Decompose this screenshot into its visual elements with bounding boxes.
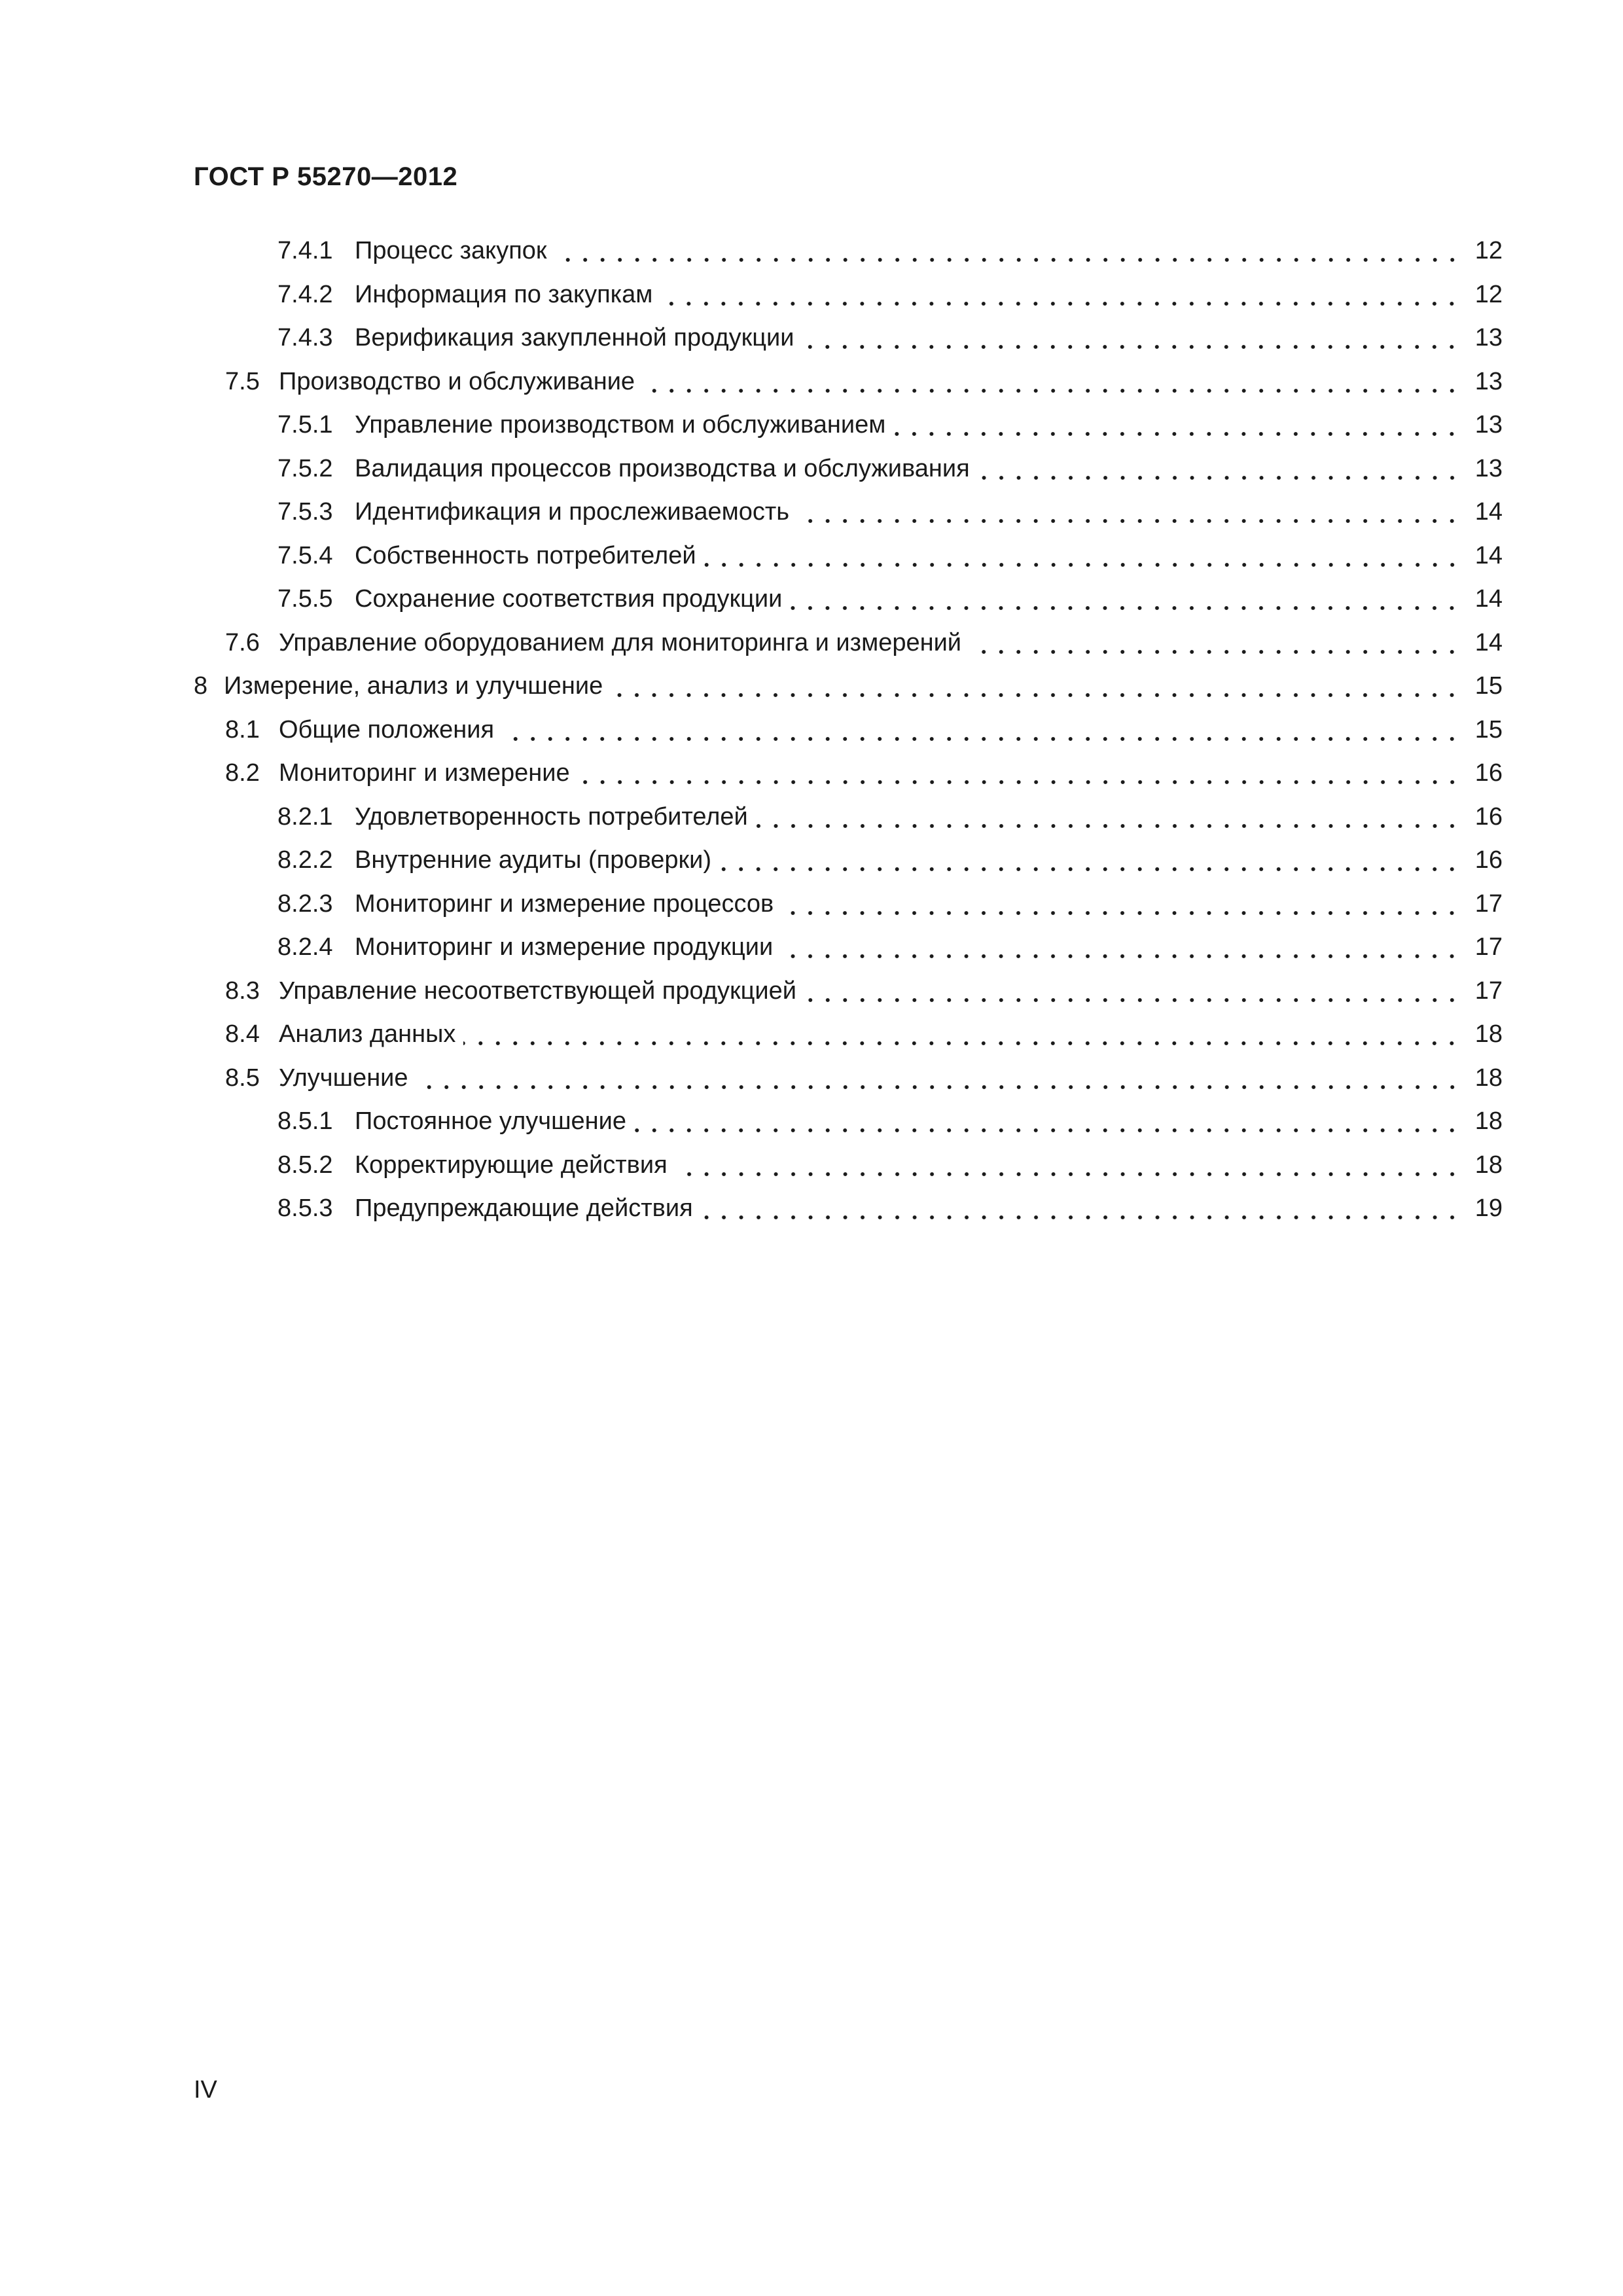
toc-entry-number: 7.5.5 <box>277 585 333 613</box>
toc-entry-title: Внутренние аудиты (проверки) <box>355 846 712 874</box>
toc-entry[interactable] <box>194 490 1503 534</box>
toc-entry-page: 18 <box>1474 1151 1503 1179</box>
toc-entry-title: Мониторинг и измерение продукции <box>355 933 774 961</box>
toc-entry-title: Предупреждающие действия <box>355 1194 693 1223</box>
dot-leader <box>675 1150 1461 1180</box>
toc-entry-page: 18 <box>1474 1107 1503 1136</box>
dot-leader <box>502 715 1461 745</box>
document-header: ГОСТ Р 55270—2012 <box>194 162 458 191</box>
toc-entry-page: 12 <box>1474 237 1503 265</box>
toc-entry[interactable] <box>194 795 1503 839</box>
dot-leader <box>804 976 1461 1006</box>
toc-entry-title: Управление несоответствующей продукцией <box>279 977 796 1005</box>
toc-entry-number: 8.2.4 <box>277 933 333 961</box>
toc-entry[interactable] <box>194 925 1503 969</box>
toc-entry[interactable] <box>194 1143 1503 1187</box>
toc-entry-number: 8.5.2 <box>277 1151 333 1179</box>
dot-leader <box>704 541 1461 571</box>
toc-entry[interactable] <box>194 577 1503 621</box>
toc-entry-number: 8 <box>194 672 208 700</box>
toc-entry-page: 13 <box>1474 411 1503 439</box>
toc-entry[interactable] <box>194 1056 1503 1100</box>
toc-entry[interactable] <box>194 664 1503 708</box>
toc-entry[interactable] <box>194 1100 1503 1143</box>
dot-leader <box>781 932 1461 962</box>
toc-entry[interactable] <box>194 316 1503 360</box>
page-number: IV <box>194 2076 217 2104</box>
toc-entry-number: 8.5.1 <box>277 1107 333 1136</box>
dot-leader <box>701 1193 1461 1223</box>
toc-entry-number: 8.2.2 <box>277 846 333 874</box>
toc-entry-page: 16 <box>1474 846 1503 874</box>
toc-entry-number: 8.2.3 <box>277 889 333 918</box>
dot-leader <box>802 323 1461 353</box>
dot-leader <box>578 758 1461 788</box>
toc-entry[interactable] <box>194 708 1503 752</box>
toc-entry-title: Информация по закупкам <box>355 280 653 308</box>
toc-entry-number: 7.4.1 <box>277 237 333 265</box>
table-of-contents <box>194 229 1503 1230</box>
dot-leader <box>463 1019 1461 1049</box>
toc-entry-title: Мониторинг и измерение процессов <box>355 889 774 918</box>
toc-entry-page: 13 <box>1474 367 1503 395</box>
dot-leader <box>643 367 1461 397</box>
toc-entry-page: 17 <box>1474 889 1503 918</box>
toc-entry-number: 7.5.2 <box>277 454 333 482</box>
toc-entry-number: 7.5 <box>225 367 260 395</box>
toc-entry-number: 8.2 <box>225 759 260 787</box>
toc-entry-page: 18 <box>1474 1020 1503 1049</box>
toc-entry[interactable] <box>194 621 1503 665</box>
dot-leader <box>790 584 1461 614</box>
toc-entry-page: 15 <box>1474 715 1503 744</box>
dot-leader <box>634 1106 1461 1136</box>
toc-entry-title: Собственность потребителей <box>355 541 696 569</box>
toc-entry-title: Сохранение соответствия продукции <box>355 585 783 613</box>
dot-leader <box>416 1063 1461 1093</box>
toc-entry-page: 14 <box>1474 498 1503 526</box>
toc-entry-title: Улучшение <box>279 1064 408 1092</box>
toc-entry[interactable] <box>194 969 1503 1013</box>
toc-entry-title: Производство и обслуживание <box>279 367 635 395</box>
toc-entry-page: 14 <box>1474 628 1503 656</box>
toc-entry-page: 19 <box>1474 1194 1503 1223</box>
toc-entry[interactable] <box>194 273 1503 317</box>
toc-entry-title: Мониторинг и измерение <box>279 759 570 787</box>
dot-leader <box>555 236 1461 266</box>
dot-leader <box>719 845 1461 875</box>
dot-leader <box>660 279 1461 310</box>
toc-entry-number: 8.5.3 <box>277 1194 333 1223</box>
toc-entry-number: 7.4.3 <box>277 324 333 352</box>
dot-leader <box>781 889 1461 919</box>
toc-entry-title: Управление производством и обслуживанием <box>355 411 886 439</box>
toc-entry[interactable] <box>194 838 1503 882</box>
toc-entry-number: 7.5.4 <box>277 541 333 569</box>
toc-entry-page: 18 <box>1474 1064 1503 1092</box>
toc-entry-page: 15 <box>1474 672 1503 700</box>
toc-entry[interactable] <box>194 1013 1503 1056</box>
dot-leader <box>969 628 1461 658</box>
toc-entry-title: Валидация процессов производства и обслуживания <box>355 454 970 482</box>
toc-entry-page: 17 <box>1474 933 1503 961</box>
toc-entry-title: Анализ данных <box>279 1020 456 1049</box>
toc-entry-number: 7.6 <box>225 628 260 656</box>
toc-entry-page: 16 <box>1474 802 1503 831</box>
toc-entry-number: 7.5.1 <box>277 411 333 439</box>
toc-entry-page: 14 <box>1474 541 1503 569</box>
toc-entry-title: Идентификация и прослеживаемость <box>355 498 790 526</box>
toc-entry-title: Постоянное улучшение <box>355 1107 627 1136</box>
toc-entry-title: Удовлетворенность потребителей <box>355 802 748 831</box>
toc-entry-title: Управление оборудованием для мониторинга и измерений <box>279 628 962 656</box>
toc-entry-title: Верификация закупленной продукции <box>355 324 794 352</box>
toc-entry-title: Процесс закупок <box>355 237 547 265</box>
toc-entry-title: Измерение, анализ и улучшение <box>224 672 603 700</box>
toc-entry[interactable] <box>194 534 1503 578</box>
dot-leader <box>756 802 1461 832</box>
toc-entry[interactable] <box>194 229 1503 273</box>
toc-entry-page: 14 <box>1474 585 1503 613</box>
toc-entry[interactable] <box>194 1187 1503 1230</box>
toc-entry-page: 12 <box>1474 280 1503 308</box>
toc-entry-page: 13 <box>1474 454 1503 482</box>
dot-leader <box>797 497 1461 527</box>
dot-leader <box>611 671 1461 701</box>
toc-entry-number: 8.4 <box>225 1020 260 1049</box>
toc-entry-number: 7.4.2 <box>277 280 333 308</box>
toc-entry-page: 17 <box>1474 977 1503 1005</box>
toc-entry[interactable] <box>194 360 1503 404</box>
toc-entry[interactable] <box>194 751 1503 795</box>
dot-leader <box>893 410 1461 440</box>
toc-entry-page: 16 <box>1474 759 1503 787</box>
toc-entry[interactable] <box>194 447 1503 491</box>
toc-entry-number: 8.1 <box>225 715 260 744</box>
dot-leader <box>978 454 1461 484</box>
toc-entry-title: Корректирующие действия <box>355 1151 668 1179</box>
toc-entry[interactable] <box>194 882 1503 926</box>
toc-entry-number: 8.2.1 <box>277 802 333 831</box>
toc-entry[interactable] <box>194 403 1503 447</box>
toc-entry-page: 13 <box>1474 324 1503 352</box>
toc-entry-number: 7.5.3 <box>277 498 333 526</box>
toc-entry-title: Общие положения <box>279 715 495 744</box>
toc-entry-number: 8.3 <box>225 977 260 1005</box>
toc-entry-number: 8.5 <box>225 1064 260 1092</box>
